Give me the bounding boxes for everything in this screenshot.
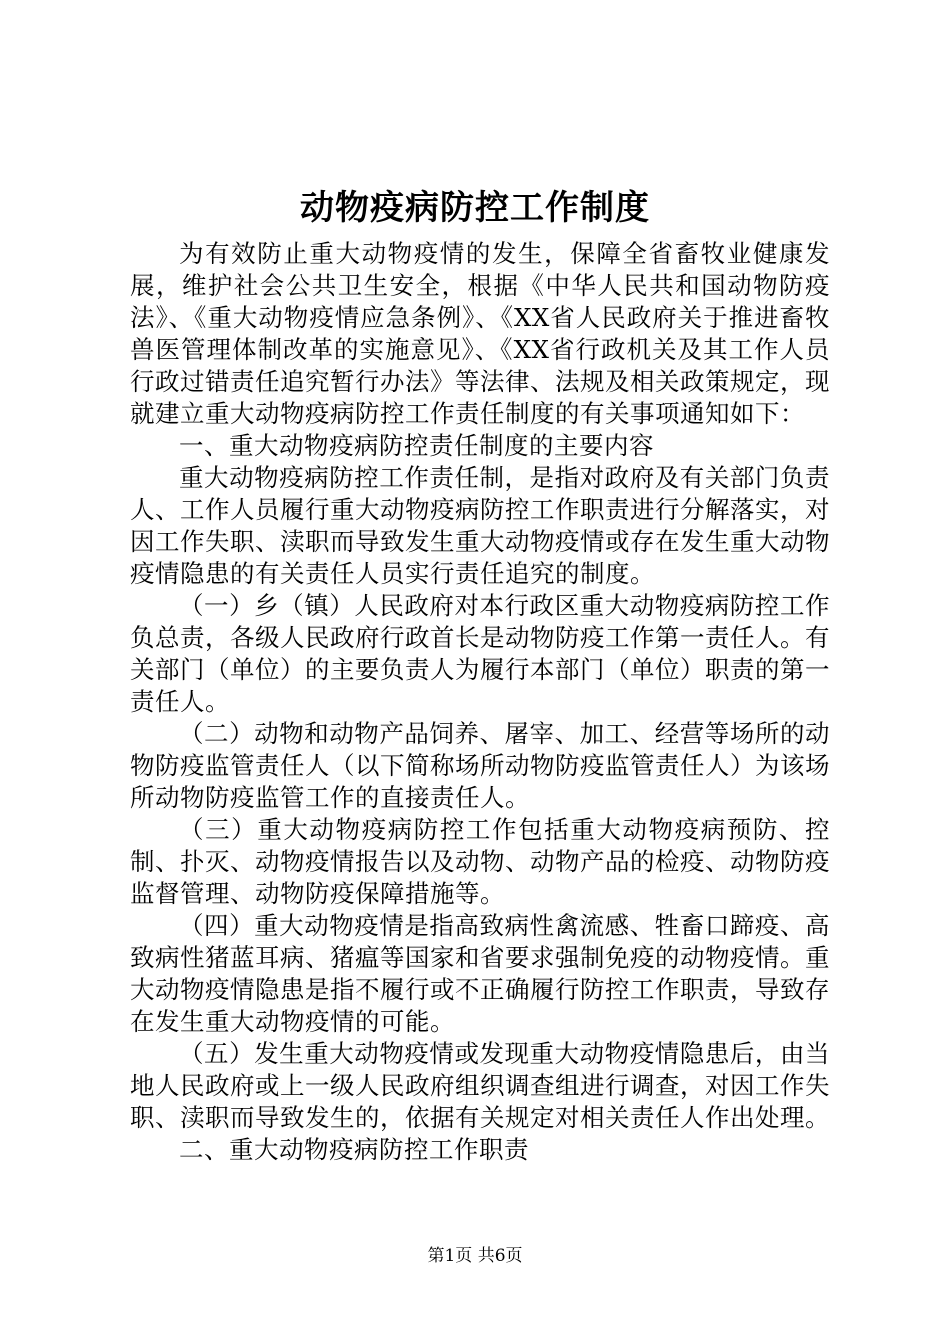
clause-2-paragraph: （二）动物和动物产品饲养、屠宰、加工、经营等场所的动物防疫监管责任人（以下简称场所动物防疫监管责任人）为该场所动物防疫监管工作的直接责任人。: [130, 719, 830, 812]
clause-3-paragraph: （三）重大动物疫病防控工作包括重大动物疫病预防、控制、扑灭、动物疫情报告以及动物、动物产品的检疫、动物防疫监督管理、动物防疫保障措施等。: [130, 815, 830, 908]
document-title: 动物疫病防控工作制度: [300, 188, 650, 228]
clause-5-paragraph: （五）发生重大动物疫情或发现重大动物疫情隐患后，由当地人民政府或上一级人民政府组织调查组进行调查，对因工作失职、渎职而导致发生的，依据有关规定对相关责任人作出处理。: [130, 1039, 830, 1132]
section-heading-1: 一、重大动物疫病防控责任制度的主要内容: [179, 431, 654, 460]
clause-1-paragraph: （一）乡（镇）人民政府对本行政区重大动物疫病防控工作负总责，各级人民政府行政首长是动物防疫工作第一责任人。有关部门（单位）的主要负责人为履行本部门（单位）职责的第一责任人。: [130, 591, 830, 716]
clause-4-paragraph: （四）重大动物疫情是指高致病性禽流感、牲畜口蹄疫、高致病性猪蓝耳病、猪瘟等国家和省要求强制免疫的动物疫情。重大动物疫情隐患是指不履行或不正确履行防控工作职责，导致存在发生重大动物疫情的可能。: [130, 911, 830, 1036]
section-heading-2: 二、重大动物疫病防控工作职责: [179, 1135, 529, 1164]
definition-paragraph: 重大动物疫病防控工作责任制，是指对政府及有关部门负责人、工作人员履行重大动物疫病防控工作职责进行分解落实，对因工作失职、渎职而导致发生重大动物疫情或存在发生重大动物疫情隐患的有关责任人员实行责任追究的制度。: [130, 463, 830, 588]
document-body: [130, 238, 830, 1166]
page-number-footer: 第1页 共6页: [427, 1246, 523, 1266]
intro-paragraph: 为有效防止重大动物疫情的发生，保障全省畜牧业健康发展，维护社会公共卫生安全，根据《中华人民共和国动物防疫法》、《重大动物疫情应急条例》、《XX省人民政府关于推进畜牧兽医管理体制改革的实施意见》、《XX省行政机关及其工作人员行政过错责任追究暂行办法》等法律、法规及相关政策规定，现就建立重大动物疫病防控工作责任制度的有关事项通知如下：: [130, 239, 830, 428]
